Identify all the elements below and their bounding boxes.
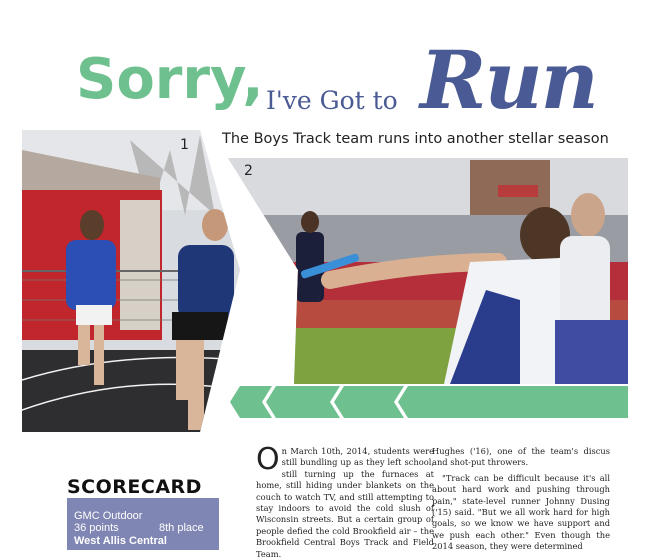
headline-sorry: Sorry, <box>76 47 264 112</box>
scorecard-place: 8th place <box>159 522 204 534</box>
photo-1 <box>22 130 262 440</box>
article-text-2a: Hughes ('16), one of the team's discus and shot-put throwers. <box>432 446 610 468</box>
article-text-2b: "Track can be difficult because it's all about hard work and pushing through pain," state-level runner Johnny Dusing ('15) said. "But we all work hard for high goals, so we know we have support and we push each other." Even though the 2014 season, they were determined <box>432 472 610 552</box>
chevron-band <box>230 386 628 418</box>
scorecard-title: SCORECARD <box>67 476 202 498</box>
photo-number-2: 2 <box>244 163 253 179</box>
article-text-1: n March 10th, 2014, students were still bundling up as they left school, still turning up the furnaces at home, still hiding under blankets on the couch to watch TV, and still attempting to stay indoors to avoid the cold slush of Wisconsin streets. But a certain group of people defied the cold Brookfield air – the Brookfield Central Boys Track and Field Team. <box>256 446 434 559</box>
article-column-2 <box>432 446 610 553</box>
photo-2 <box>228 158 628 384</box>
article-column-1 <box>256 442 434 560</box>
drop-cap: O <box>256 442 280 477</box>
scorecard-meet-2: West Allis Central <box>74 535 167 547</box>
headline-run: Run <box>420 33 597 127</box>
scorecard-box <box>67 498 219 550</box>
scorecard-meet-1: GMC Outdoor <box>74 510 143 522</box>
photo-number-1: 1 <box>180 137 189 153</box>
headline-ive-got-to: I've Got to <box>266 86 398 115</box>
scorecard-points: 36 points <box>74 522 119 534</box>
subheadline: The Boys Track team runs into another stellar season <box>222 131 609 147</box>
